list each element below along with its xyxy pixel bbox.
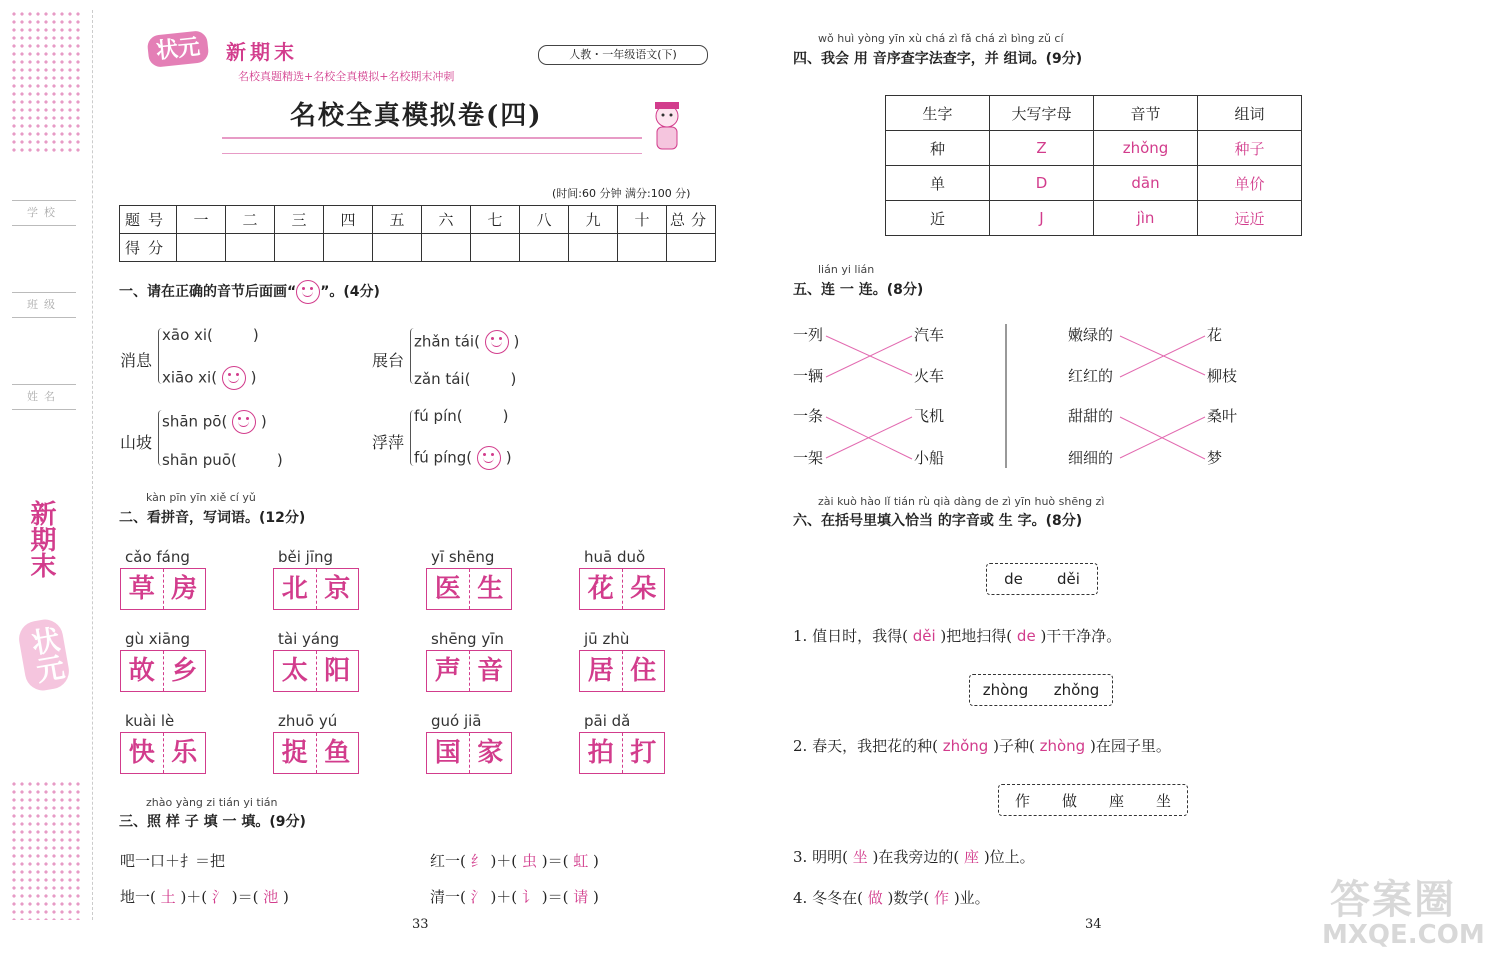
q3-text: 红一(: [430, 852, 466, 870]
word-char: 朵: [630, 574, 657, 604]
q6-option: zhǒng: [1053, 681, 1100, 699]
score-header-cell: 八: [520, 206, 569, 234]
q6-text: )子种(: [993, 737, 1035, 755]
score-header-cell: 总分: [667, 206, 716, 234]
q6-sentence: [793, 735, 1171, 756]
q5-right-item[interactable]: 花: [1207, 326, 1223, 344]
q5-right-item[interactable]: 柳枝: [1207, 367, 1238, 385]
q3-answer[interactable]: 氵: [211, 888, 227, 906]
q4-header: 生字: [886, 96, 990, 131]
q6-option: 作: [1014, 791, 1030, 810]
q3-answer[interactable]: 土: [160, 888, 176, 906]
q4-answer[interactable]: J: [990, 201, 1094, 236]
q4-answer[interactable]: D: [990, 166, 1094, 201]
q1-option-text: shān pō(: [162, 412, 228, 431]
q6-option: de: [1004, 570, 1023, 588]
q1-title-end: ”。(4分): [320, 284, 380, 300]
q4-header: 音节: [1094, 96, 1198, 131]
q1-title-text: 一、请在正确的音节后面画“: [119, 284, 297, 300]
q1-option-close: ): [513, 332, 520, 351]
watermark-logo: 答案圈: [1330, 877, 1456, 923]
q3-answer[interactable]: 氵: [470, 888, 486, 906]
q3-pinyin: zhào yàng zi tián yi tián: [146, 796, 278, 809]
q6-sentence: [793, 625, 1121, 646]
q3-text: )＋(: [490, 888, 518, 906]
score-header-cell: 题号: [120, 206, 177, 234]
series-name: 新期末: [226, 40, 298, 64]
q6-answer[interactable]: zhǒng: [942, 737, 989, 755]
q3-answer[interactable]: 纟: [470, 852, 486, 870]
word-pinyin: pāi dǎ: [584, 712, 631, 730]
word-pinyin: kuài lè: [125, 712, 175, 730]
exam-title: 名校全真模拟卷(四): [290, 101, 543, 131]
word-char: 京: [324, 574, 351, 604]
q5-right-item[interactable]: 飞机: [914, 407, 945, 425]
word-char: 拍: [580, 733, 623, 773]
q5-left-item[interactable]: 嫩绿的: [1068, 326, 1114, 344]
q1-option-text: xiāo xi(: [162, 368, 218, 387]
q6-text: 1. 值日时，我得(: [793, 627, 908, 645]
q6-answer[interactable]: de: [1016, 627, 1036, 645]
brand-logo: 状元: [146, 30, 209, 68]
q4-answer[interactable]: jìn: [1094, 201, 1198, 236]
name-field[interactable]: 姓名: [12, 384, 76, 410]
word-char: 国: [427, 733, 470, 773]
q6-answer[interactable]: děi: [912, 627, 936, 645]
q1-option-text: xāo xi(: [162, 326, 213, 344]
word-char: 阳: [324, 656, 351, 686]
q6-option-box: [986, 563, 1098, 595]
q6-text: 2. 春天，我把花的种(: [793, 737, 938, 755]
word-pinyin: zhuō yú: [278, 712, 338, 730]
q4-char: 种: [886, 131, 990, 166]
q5-right-item[interactable]: 桑叶: [1207, 407, 1238, 425]
score-header-cell: 一: [177, 206, 226, 234]
word-char: 草: [121, 569, 164, 609]
q3-text: 清一(: [430, 888, 466, 906]
q5-right-item[interactable]: 火车: [914, 367, 945, 385]
q4-header: 大写字母: [990, 96, 1094, 131]
word-char: 声: [427, 651, 470, 691]
q4-answer[interactable]: 远近: [1198, 201, 1302, 236]
score-header-cell: 十: [618, 206, 667, 234]
q5-left-item[interactable]: 一列: [793, 326, 824, 344]
q5-left-item[interactable]: 细细的: [1068, 449, 1114, 467]
q4-char: 近: [886, 201, 990, 236]
q4-answer[interactable]: dān: [1094, 166, 1198, 201]
question-5-title: 五、连 一 连。(8分): [793, 282, 924, 298]
word-char: 北: [274, 569, 317, 609]
q6-option-box: [998, 784, 1188, 816]
score-header-cell: 九: [569, 206, 618, 234]
q3-example: 吧一口＋扌＝把: [120, 852, 226, 870]
score-header-cell: 四: [324, 206, 373, 234]
word-char: 太: [274, 651, 317, 691]
q6-text: )数学(: [887, 889, 930, 907]
q6-sentence: [793, 846, 1035, 867]
word-char: 捉: [274, 733, 317, 773]
question-3-title: 三、照 样 子 填 一 填。(9分): [119, 814, 306, 830]
q5-pinyin: lián yi lián: [818, 263, 875, 276]
q6-text: )干干净净。: [1040, 627, 1122, 645]
q1-word: 山坡: [120, 433, 153, 452]
word-pinyin: jū zhù: [584, 630, 630, 648]
word-char: 音: [477, 656, 504, 686]
q1-option-text: shān puō(: [162, 451, 237, 469]
q6-option-box: [969, 674, 1113, 706]
q5-right-item[interactable]: 小船: [914, 449, 945, 467]
word-char: 打: [630, 738, 657, 768]
page-number-right: 34: [1085, 917, 1102, 932]
q6-option: děi: [1056, 570, 1080, 588]
q3-text: 地一(: [120, 888, 156, 906]
score-header-cell: 二: [226, 206, 275, 234]
edition-badge: 人教・一年级语文(下): [538, 45, 708, 65]
q6-pinyin: zài kuò hào lǐ tián rù qià dàng de zì yīn huò shēng zì: [818, 495, 1105, 508]
q6-option: 做: [1061, 791, 1077, 810]
q4-pinyin: wǒ huì yòng yīn xù chá zì fǎ chá zì bìng zǔ cí: [818, 32, 1064, 45]
word-pinyin: huā duǒ: [584, 548, 646, 566]
score-header-cell: 六: [422, 206, 471, 234]
watermark-url: MXQE.COM: [1322, 920, 1485, 950]
q6-answer[interactable]: 做: [867, 889, 883, 907]
q3-text: )＋(: [180, 888, 208, 906]
word-char: 花: [580, 569, 623, 609]
q6-text: )把地扫得(: [940, 627, 1013, 645]
q3-text: ): [593, 852, 599, 870]
q1-option-text: zhǎn tái(: [414, 332, 480, 351]
q1-word: 展台: [372, 351, 405, 370]
q5-left-item[interactable]: 甜甜的: [1068, 407, 1114, 425]
question-2-title: 二、看拼音，写词语。(12分): [119, 510, 306, 526]
side-seal-logo: 状元: [16, 617, 71, 694]
word-char: 住: [630, 656, 657, 686]
q3-text: )＝(: [541, 852, 569, 870]
word-char: 生: [477, 574, 504, 604]
q6-option: 坐: [1155, 791, 1171, 810]
side-brand: 新期末: [26, 500, 56, 578]
q3-text: ): [593, 888, 599, 906]
q6-text: 3. 明明(: [793, 848, 848, 866]
q6-answer[interactable]: 座: [964, 848, 980, 866]
word-char: 房: [171, 574, 198, 604]
q3-answer[interactable]: 池: [263, 888, 279, 906]
q1-word: 消息: [120, 351, 153, 370]
word-char: 医: [427, 569, 470, 609]
q4-answer[interactable]: Z: [990, 131, 1094, 166]
q6-answer[interactable]: 坐: [852, 848, 868, 866]
q1-option-text: fú píng(: [414, 448, 473, 467]
q4-header: 组词: [1198, 96, 1302, 131]
q1-option-close: ): [502, 407, 509, 425]
q4-answer[interactable]: 种子: [1198, 131, 1302, 166]
q6-answer[interactable]: 作: [934, 889, 950, 907]
q3-text: )＝(: [541, 888, 569, 906]
q5-right-item[interactable]: 汽车: [914, 326, 945, 344]
q1-option-close: ): [260, 412, 267, 431]
word-pinyin: cǎo fáng: [125, 548, 190, 566]
word-char: 居: [580, 651, 623, 691]
score-header-cell: 五: [373, 206, 422, 234]
word-pinyin: guó jiā: [431, 712, 482, 730]
q6-text: )在园子里。: [1089, 737, 1171, 755]
score-header-cell: 七: [471, 206, 520, 234]
q6-answer[interactable]: zhòng: [1039, 737, 1086, 755]
q3-answer[interactable]: 请: [573, 888, 589, 906]
q5-left-item[interactable]: 一辆: [793, 367, 824, 385]
q6-text: )在我旁边的(: [872, 848, 960, 866]
q1-word: 浮萍: [372, 433, 405, 452]
question-4-title: 四、我会 用 音序查字法查字，并 组词。(9分): [793, 51, 1083, 67]
class-field[interactable]: 班级: [12, 292, 76, 318]
score-header-cell: 三: [275, 206, 324, 234]
q1-option-close: ): [505, 448, 512, 467]
q4-char: 单: [886, 166, 990, 201]
q6-option: 座: [1108, 791, 1124, 810]
q2-pinyin: kàn pīn yīn xiě cí yǔ: [146, 491, 256, 504]
q6-text: 4. 冬冬在(: [793, 889, 863, 907]
word-char: 快: [121, 733, 164, 773]
tagline: 名校真题精选+名校全真模拟+名校期末冲刺: [238, 70, 455, 83]
q1-option-text: zǎn tái(: [414, 370, 471, 388]
q4-answer[interactable]: zhǒng: [1094, 131, 1198, 166]
q1-option-close: ): [252, 326, 259, 344]
question-6-title: 六、在括号里填入恰当 的字音或 生 字。(8分): [793, 513, 1083, 529]
q5-left-item[interactable]: 一条: [793, 407, 824, 425]
word-char: 家: [477, 738, 504, 768]
q3-text: )＋(: [490, 852, 518, 870]
page-number-left: 33: [412, 917, 429, 932]
word-char: 乡: [171, 656, 198, 686]
time-info: (时间:60 分钟 满分:100 分): [552, 187, 691, 200]
q3-text: )＝(: [231, 888, 259, 906]
q3-answer[interactable]: 讠: [521, 888, 537, 906]
word-char: 鱼: [324, 738, 351, 768]
word-char: 乐: [171, 738, 198, 768]
score-row-label: 得分: [120, 234, 177, 262]
word-pinyin: tài yáng: [278, 630, 340, 648]
word-pinyin: běi jīng: [278, 548, 334, 566]
q6-sentence: [793, 887, 990, 908]
word-pinyin: yī shēng: [431, 548, 495, 566]
word-char: 故: [121, 651, 164, 691]
word-pinyin: gù xiāng: [125, 630, 191, 648]
q1-option-text: fú pín(: [414, 407, 463, 425]
school-field[interactable]: 学校: [12, 200, 76, 226]
q3-answer[interactable]: 虫: [521, 852, 537, 870]
q1-option-close: ): [510, 370, 517, 388]
q4-answer[interactable]: 单价: [1198, 166, 1302, 201]
q3-answer[interactable]: 虹: [573, 852, 589, 870]
q6-text: )业。: [953, 889, 990, 907]
q5-right-item[interactable]: 梦: [1207, 449, 1223, 467]
q6-option: zhòng: [982, 681, 1029, 699]
q6-text: )位上。: [983, 848, 1035, 866]
q5-left-item[interactable]: 一架: [793, 449, 824, 467]
q5-left-item[interactable]: 红红的: [1068, 367, 1114, 385]
q1-option-close: ): [276, 451, 283, 469]
q1-option-close: ): [250, 368, 257, 387]
q3-text: ): [283, 888, 289, 906]
word-pinyin: shēng yīn: [431, 630, 504, 648]
